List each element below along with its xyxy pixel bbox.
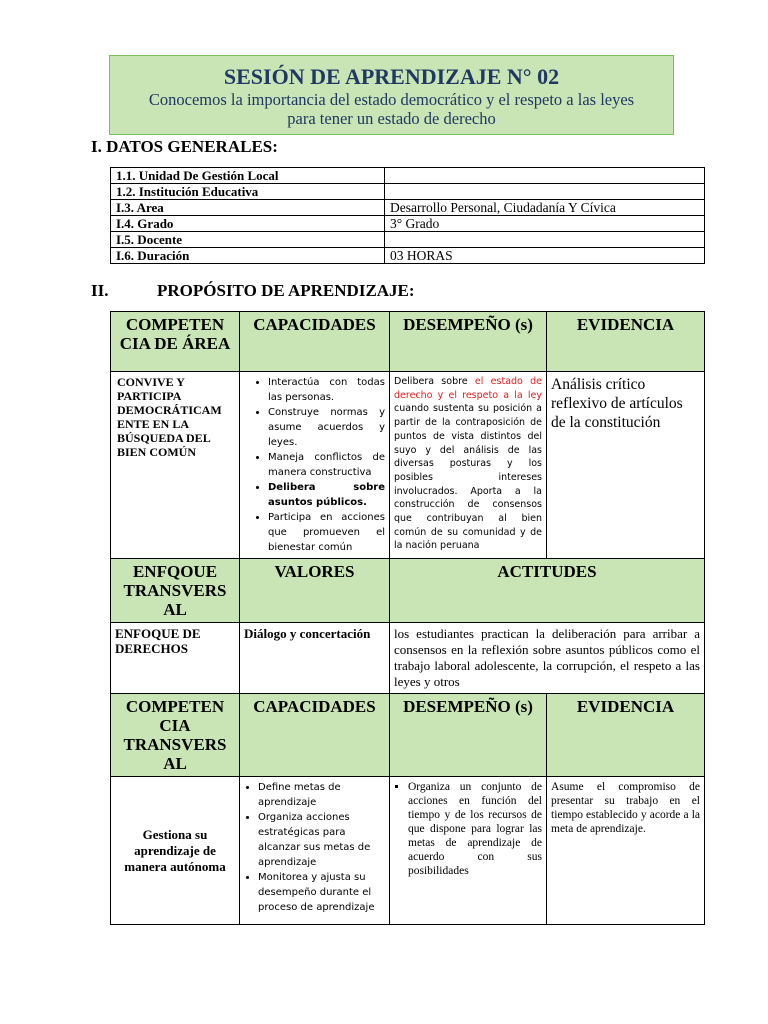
- attitudes-cell: los estudiantes practican la deliberación para arribar a consensos en la reflexión sobre asuntos públicos como el trabajo laboral adolescente, la corrupción, el respeto a las leyes y otros: [390, 623, 705, 694]
- general-data-value: 3° Grado: [385, 216, 705, 232]
- table-row: [111, 372, 705, 559]
- performance-list-2: [394, 780, 542, 878]
- capacities-list-2: [244, 780, 385, 915]
- list-item: • Construye normas y asume acuerdos y leyes.: [268, 405, 385, 450]
- capacities-cell-2: [240, 777, 390, 925]
- general-data-value: 03 HORAS: [385, 248, 705, 264]
- general-data-label: I.5. Docente: [111, 232, 385, 248]
- general-data-value: [385, 184, 705, 200]
- table-row: [111, 184, 705, 200]
- header-competence-area: COMPETEN CIA DE ÁREA: [111, 312, 240, 372]
- general-data-label: 1.2. Institución Educativa: [111, 184, 385, 200]
- header-transversal-approach: ENFQOUE TRANSVERS AL: [111, 559, 240, 623]
- list-item: • Maneja conflictos de manera constructiva: [268, 450, 385, 480]
- general-data-value: [385, 232, 705, 248]
- table-header-row: [111, 559, 705, 623]
- performance-text: Delibera sobre: [394, 376, 475, 387]
- list-item: • Organiza acciones estratégicas para alcanzar sus metas de aprendizaje: [258, 810, 385, 870]
- list-item: ▪ Organiza un conjunto de acciones en función del tiempo y de los recursos de que dispone para lograr las metas de aprendizaje de acuerdo con sus posibilidades: [408, 780, 542, 878]
- general-data-value: Desarrollo Personal, Ciudadanía Y Cívica: [385, 200, 705, 216]
- session-title-box: [109, 55, 674, 135]
- capacities-list: [244, 375, 385, 555]
- session-title: SESIÓN DE APRENDIZAJE N° 02: [223, 64, 560, 89]
- table-header-row: [111, 694, 705, 777]
- performance-cell: [390, 372, 547, 559]
- table-row: [111, 232, 705, 248]
- transversal-competence-cell: Gestiona su aprendizaje de manera autónoma: [111, 777, 240, 925]
- table-row: [111, 248, 705, 264]
- general-data-label: I.4. Grado: [111, 216, 385, 232]
- header-evidence-2: EVIDENCIA: [547, 694, 705, 777]
- header-attitudes: ACTITUDES: [390, 559, 705, 623]
- header-capacities-2: CAPACIDADES: [240, 694, 390, 777]
- table-row: [111, 216, 705, 232]
- header-performance: DESEMPEÑO (s): [390, 312, 547, 372]
- general-data-table: [110, 167, 705, 264]
- competence-area-cell: CONVIVE Y PARTICIPA DEMOCRÁTICAM ENTE EN LA BÚSQUEDA DEL BIEN COMÚN: [111, 372, 240, 559]
- section-purpose-heading: PROPÓSITO DE APRENDIZAJE:: [157, 281, 415, 300]
- table-row: [111, 200, 705, 216]
- list-item: • Interactúa con todas las personas.: [268, 375, 385, 405]
- header-transversal-competence: COMPETEN CIA TRANSVERS AL: [111, 694, 240, 777]
- header-values: VALORES: [240, 559, 390, 623]
- table-row: [111, 168, 705, 184]
- header-capacities: CAPACIDADES: [240, 312, 390, 372]
- capacities-cell: [240, 372, 390, 559]
- list-item: • Monitorea y ajusta su desempeño durante el proceso de aprendizaje: [258, 870, 385, 915]
- performance-highlight: el estado de derecho y el respeto a la ley: [394, 376, 542, 401]
- evidence-cell: Análisis crítico reflexivo de artículos de la constitución: [547, 372, 705, 559]
- general-data-label: I.6. Duración: [111, 248, 385, 264]
- list-item: • Participa en acciones que promueven el bienestar común: [268, 510, 385, 555]
- evidence-cell-2: Asume el compromiso de presentar su trabajo en el tiempo establecido y acorde a la meta de aprendizaje.: [547, 777, 705, 925]
- learning-purpose-table: [110, 311, 705, 925]
- transversal-approach-cell: ENFOQUE DE DERECHOS: [111, 623, 240, 694]
- general-data-value: [385, 168, 705, 184]
- general-data-label: I.3. Area: [111, 200, 385, 216]
- table-row: [111, 623, 705, 694]
- list-item: • Delibera sobre asuntos públicos.: [268, 480, 385, 510]
- session-subtitle-line2: para tener un estado de derecho: [287, 109, 496, 128]
- performance-cell-2: [390, 777, 547, 925]
- section-purpose-number: II.: [91, 281, 109, 300]
- general-data-label: 1.1. Unidad De Gestión Local: [111, 168, 385, 184]
- session-subtitle-line1: Conocemos la importancia del estado democrático y el respeto a las leyes: [148, 90, 635, 109]
- table-row: [111, 777, 705, 925]
- performance-text-cont: cuando sustenta su posición a partir de la contraposición de puntos de vista distintos del suyo y del análisis de las diversas posturas y los posibles intereses involucrados. Aporta a la construcción de consensos que contribuyan al bien común de su comunidad y de la nación peruana: [394, 403, 542, 552]
- list-item: • Define metas de aprendizaje: [258, 780, 385, 810]
- section-general-data-heading: I. DATOS GENERALES:: [91, 137, 278, 156]
- table-header-row: [111, 312, 705, 372]
- header-evidence: EVIDENCIA: [547, 312, 705, 372]
- header-performance-2: DESEMPEÑO (s): [390, 694, 547, 777]
- values-cell: Diálogo y concertación: [240, 623, 390, 694]
